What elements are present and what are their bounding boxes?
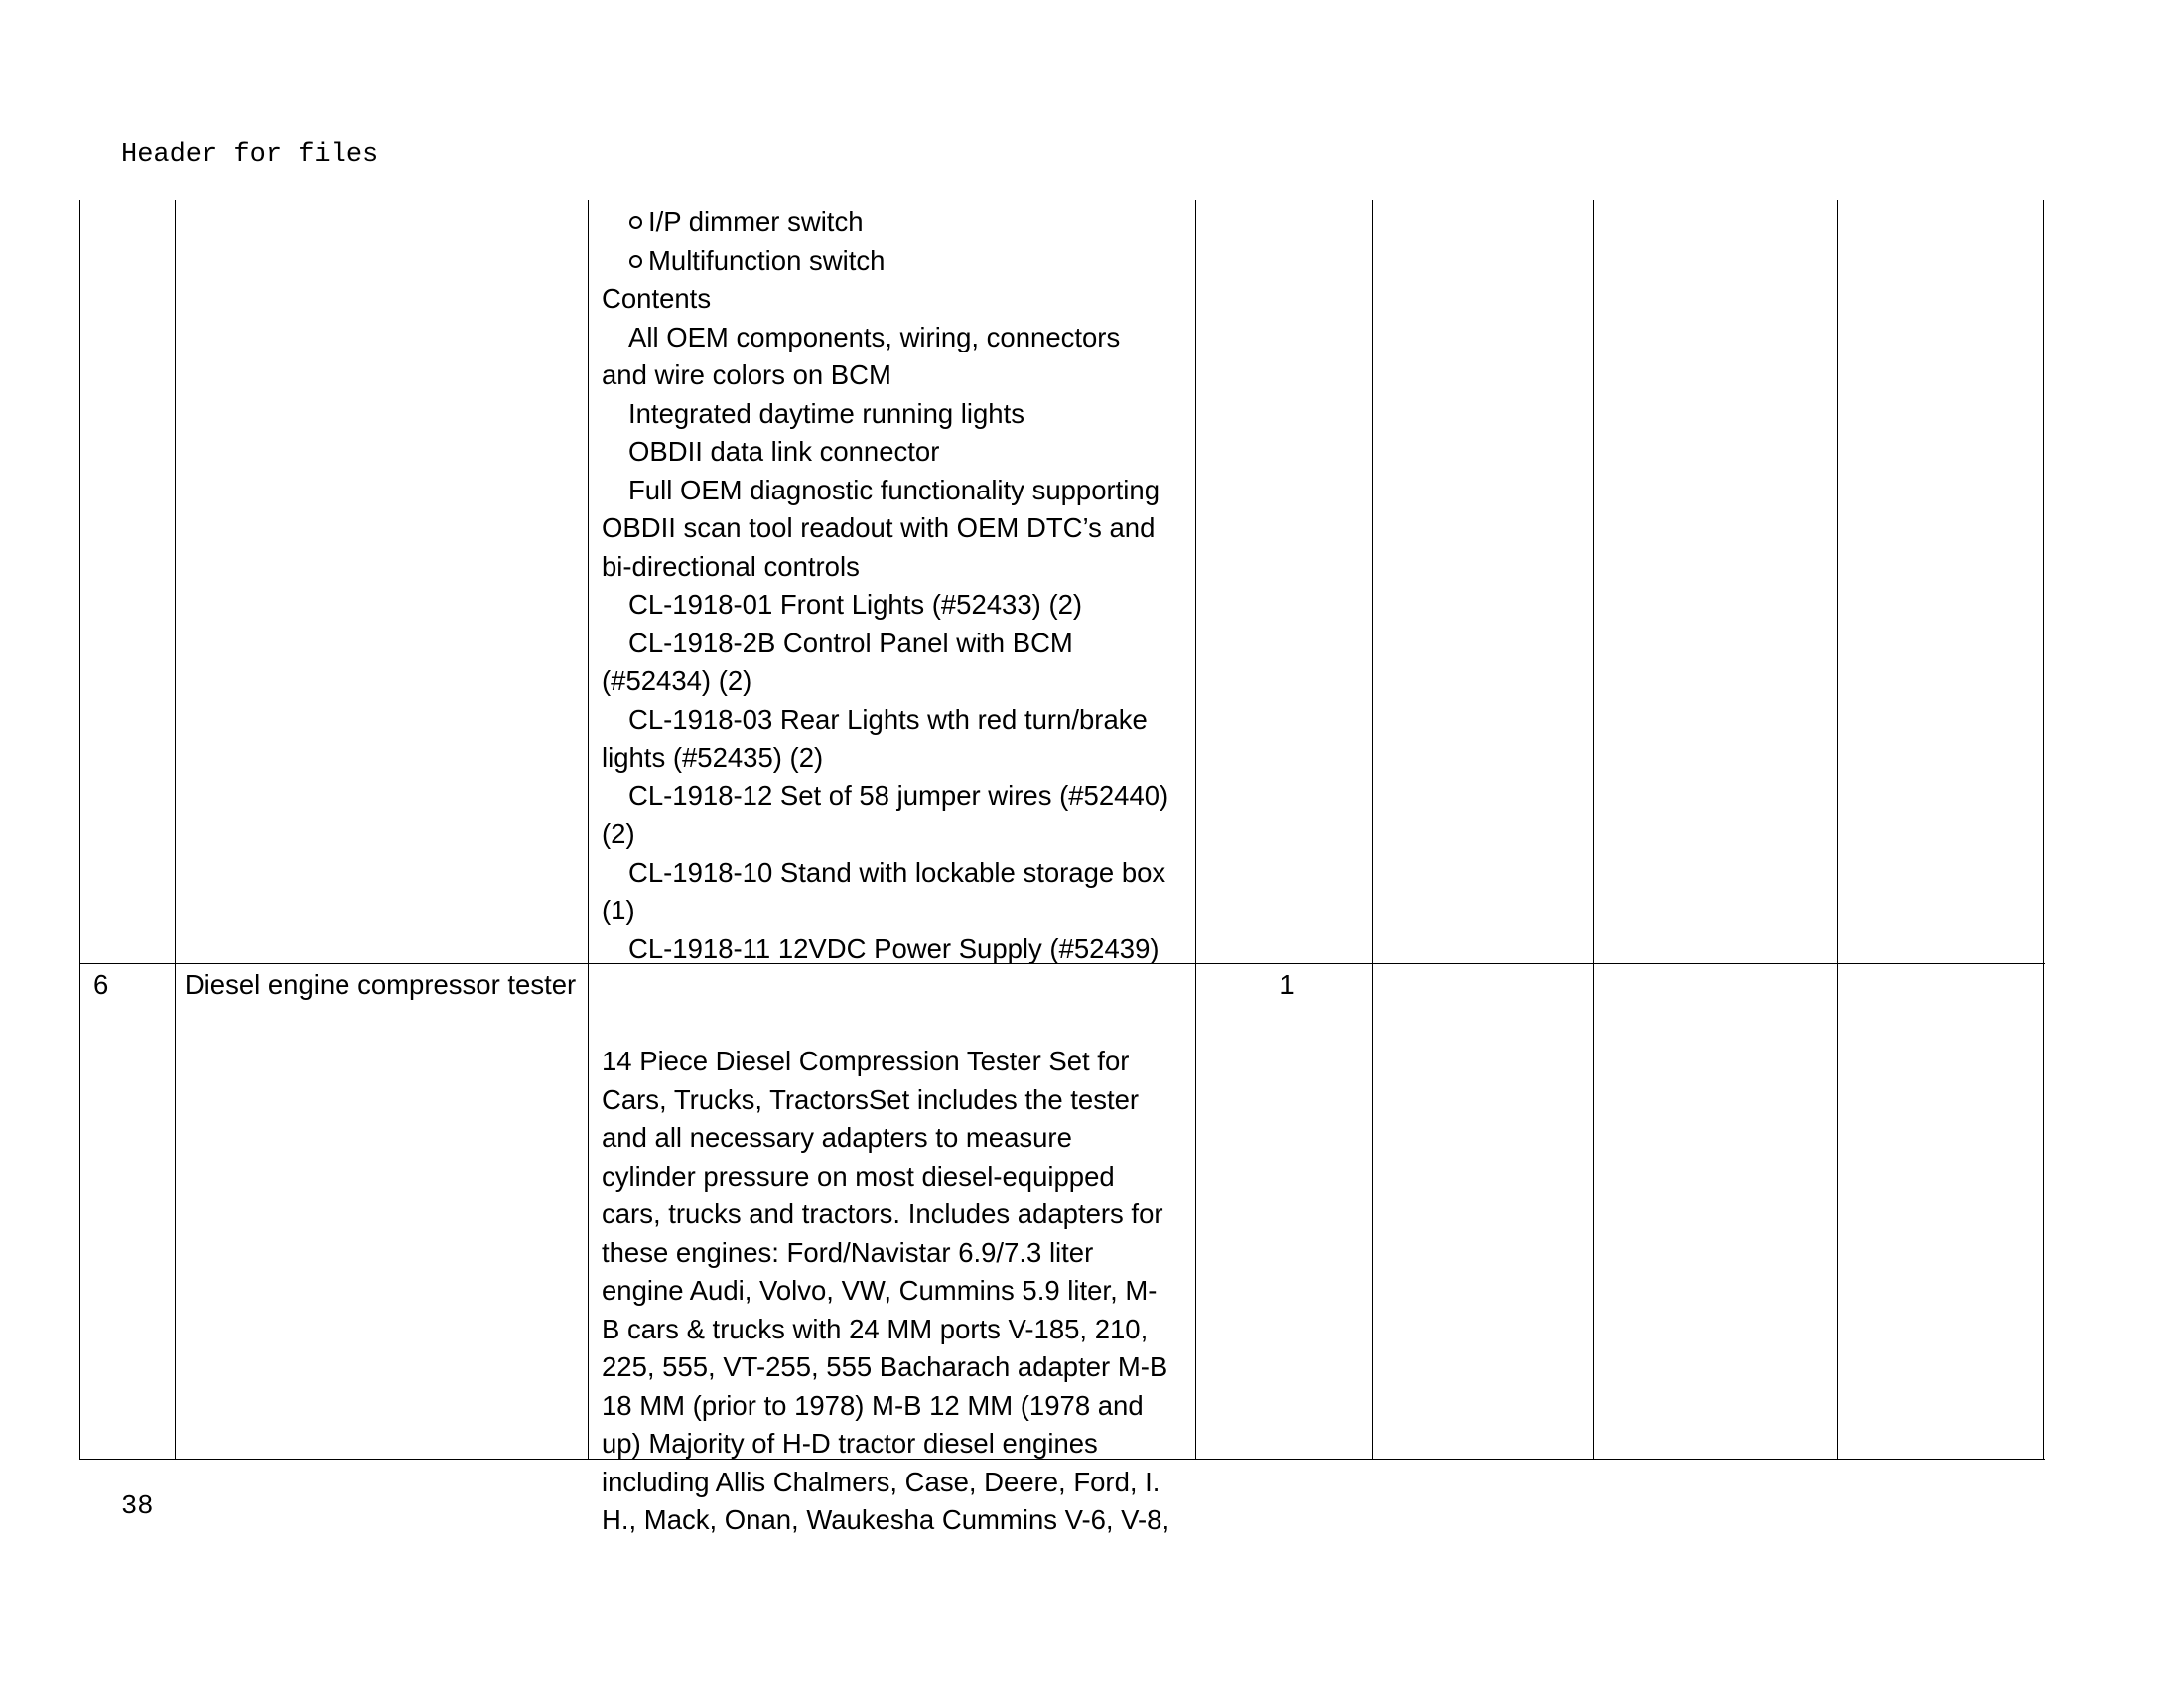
circle-bullet-icon <box>629 255 642 268</box>
list-item: CL-1918-03 Rear Lights wth red turn/brake lights (#52435) (2) <box>602 703 1148 773</box>
item-description: 14 Piece Diesel Compression Tester Set for Cars, Trucks, TractorsSet includes the tester and all necessary adapters to measure cylinder pressure on most diesel-equipped cars, trucks and tractors. Includes adapters for these engines: Ford/Navistar 6.9/7.3 liter engine Audi, Volvo, VW, Cummins 5.9 liter, M- B cars & trucks with 24 MM ports V-185, 210, 225, 555, VT-255, 555 Bacharach adapter M-B 18 MM (prior to 1978) M-B 12 MM (1978 and up) Majority of H-D tractor diesel engines including Allis Chalmers, Case, Deere, Ford, I. H., Mack, Onan, Waukesha Cummins V-6, V-8, <box>602 1046 1170 1535</box>
list-item: CL-1918-2B Control Panel with BCM (#52434) (2) <box>602 627 1073 696</box>
list-item: Integrated daytime running lights <box>628 397 1024 429</box>
page-number: 38 <box>121 1492 154 1522</box>
list-item: CL-1918-10 Stand with lockable storage box (1) <box>602 856 1166 925</box>
item-number: 6 <box>93 969 109 1000</box>
list-item: Full OEM diagnostic functionality supporting OBDII scan tool readout with OEM DTC’s and bi-directional controls <box>602 474 1160 582</box>
list-item: I/P dimmer switch <box>602 204 1277 242</box>
item-name: Diesel engine compressor tester <box>184 969 577 1000</box>
list-item: OBDII data link connector <box>628 436 940 467</box>
page-header: Header for files <box>121 140 379 170</box>
list-item: Multifunction switch <box>602 242 1277 281</box>
circle-bullet-icon <box>629 216 642 229</box>
list-item: CL-1918-11 12VDC Power Supply (#52439) <box>628 932 1160 964</box>
description-cell <box>602 200 1277 968</box>
item-quantity: 1 <box>1279 969 1295 1000</box>
contents-heading: Contents <box>602 283 712 314</box>
list-item: All OEM components, wiring, connectors and wire colors on BCM <box>602 321 1121 390</box>
list-item: CL-1918-01 Front Lights (#52433) (2) <box>628 589 1083 620</box>
table-row-continued <box>79 200 2045 964</box>
list-item: CL-1918-12 Set of 58 jumper wires (#52440) (2) <box>602 779 1169 849</box>
